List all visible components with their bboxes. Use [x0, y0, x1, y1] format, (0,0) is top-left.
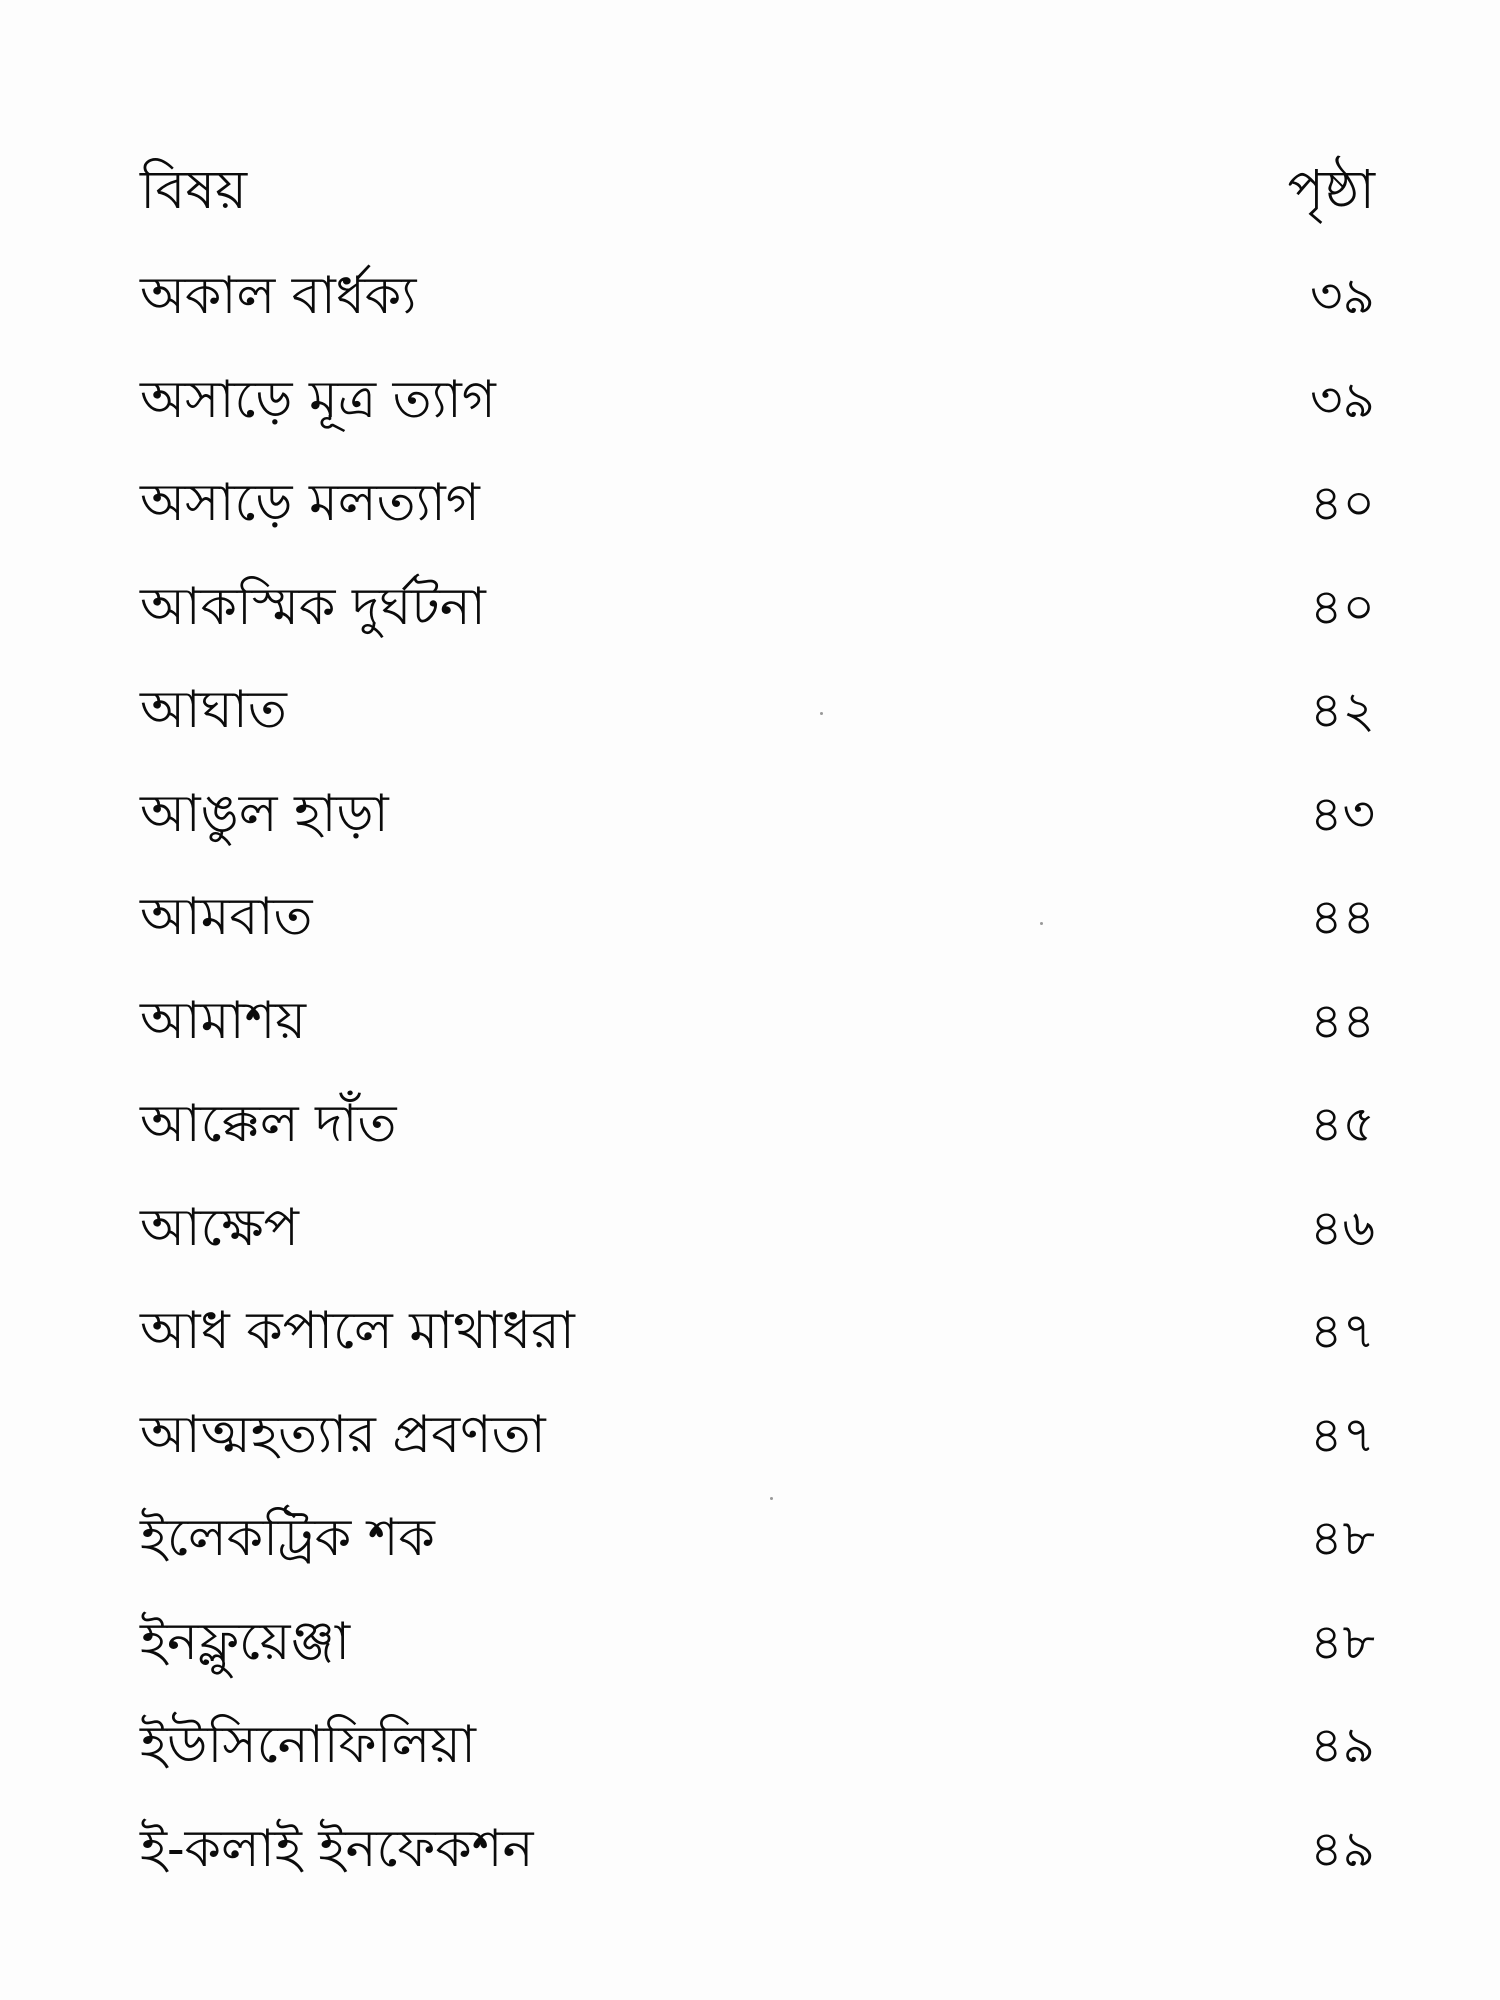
entry-page-number: ৪৯ [1310, 1716, 1375, 1774]
contents-entry [0, 763, 1500, 867]
entry-page-number: ৪৭ [1310, 1405, 1375, 1464]
entry-topic: ইউসিনোফিলিয়া [140, 1715, 477, 1775]
entry-page-number: ৪০ [1310, 577, 1375, 636]
contents-entry [0, 659, 1500, 763]
entry-page-number: ৪৪ [1310, 991, 1375, 1050]
contents-entry [0, 866, 1500, 970]
contents-entry [0, 1073, 1500, 1177]
contents-entry [0, 452, 1500, 556]
page-column-heading: পৃষ্ঠা [1287, 158, 1375, 221]
contents-entry [0, 1487, 1500, 1591]
entry-topic: ই-কলাই ইনফেকশন [140, 1818, 534, 1879]
entry-topic: ইলেকট্রিক শক [140, 1508, 435, 1568]
entry-page-number: ৪৯ [1310, 1819, 1375, 1878]
entry-topic: আত্মহত্যার প্রবণতা [140, 1404, 546, 1465]
contents-entry [0, 1591, 1500, 1695]
entry-page-number: ৪৬ [1310, 1198, 1375, 1257]
entry-topic: অকাল বার্ধক্য [140, 266, 417, 326]
entry-page-number: ৩৯ [1310, 267, 1375, 325]
entry-topic: আঙুল হাড়া [140, 783, 389, 844]
paper-speck [770, 1497, 773, 1500]
entry-topic: আমাশয় [140, 990, 307, 1051]
entry-page-number: ৪৫ [1310, 1095, 1375, 1153]
contents-entry [0, 556, 1500, 660]
paper-speck [1040, 922, 1043, 925]
entry-topic: আমবাত [140, 887, 313, 947]
paper-speck [820, 712, 823, 715]
entry-page-number: ৪৮ [1310, 1509, 1375, 1567]
entry-topic: আধ কপালে মাথাধরা [140, 1301, 575, 1361]
entry-page-number: ৪০ [1310, 474, 1375, 532]
subject-column-heading: বিষয় [140, 158, 248, 221]
contents-entry [0, 1798, 1500, 1902]
entry-topic: আক্ষেপ [140, 1197, 299, 1258]
entry-page-number: ৪৭ [1310, 1302, 1375, 1360]
entry-topic: আঘাত [140, 680, 287, 740]
contents-entry [0, 1384, 1500, 1488]
entry-page-number: ৪৪ [1310, 888, 1375, 946]
entry-topic: অসাড়ে মলত্যাগ [140, 473, 480, 533]
entry-page-number: ৪৩ [1310, 784, 1375, 843]
contents-entry [0, 1280, 1500, 1384]
contents-entry [0, 349, 1500, 453]
entry-topic: আকস্মিক দুর্ঘটনা [140, 576, 486, 637]
contents-entry [0, 1694, 1500, 1798]
entry-topic: অসাড়ে মূত্র ত্যাগ [140, 369, 496, 430]
entry-page-number: ৩৯ [1310, 370, 1375, 429]
contents-list [0, 245, 1500, 1901]
entry-topic: আক্কেল দাঁত [140, 1094, 397, 1154]
contents-entry [0, 970, 1500, 1074]
entry-topic: ইনফ্লুয়েঞ্জা [140, 1611, 351, 1672]
entry-page-number: ৪৮ [1310, 1612, 1375, 1671]
contents-entry [0, 245, 1500, 349]
contents-header [0, 140, 1500, 240]
entry-page-number: ৪২ [1310, 681, 1375, 739]
contents-entry [0, 1177, 1500, 1281]
